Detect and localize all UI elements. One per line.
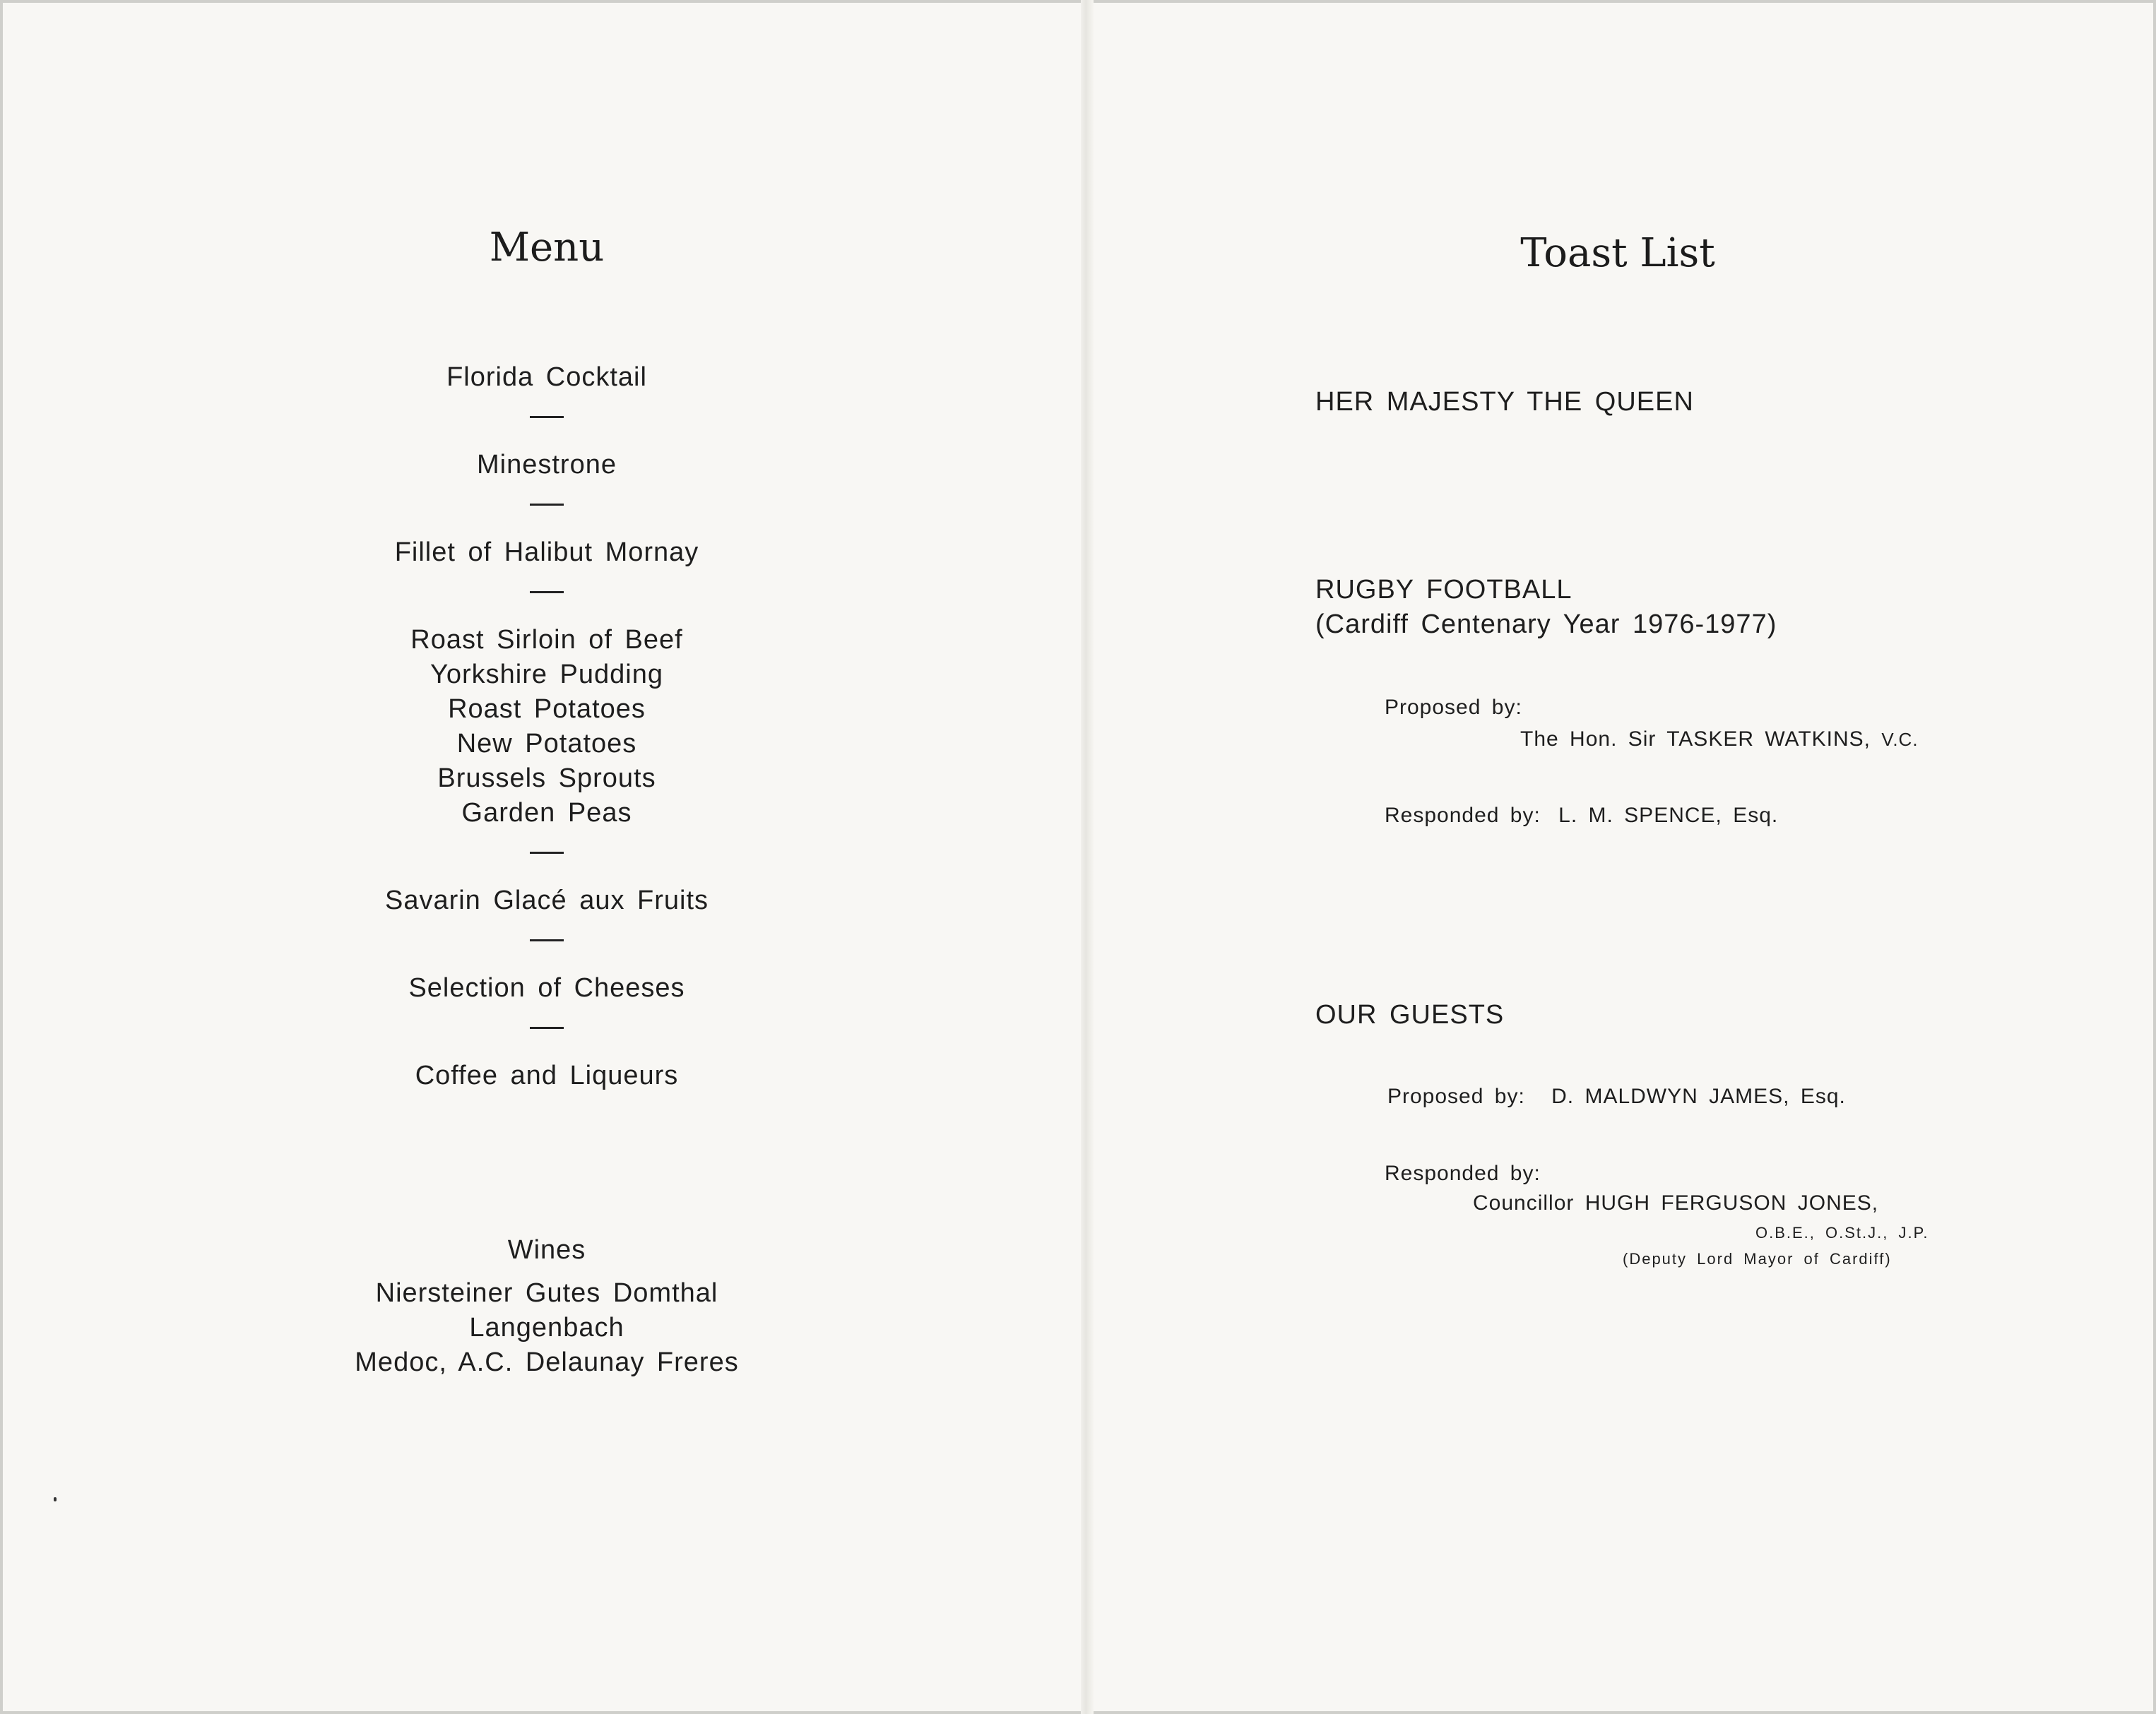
toast-rugby-heading: RUGBY FOOTBALL bbox=[1315, 575, 1572, 605]
course-item: Yorkshire Pudding bbox=[430, 660, 664, 689]
course-separator bbox=[530, 504, 564, 506]
guests-responded-label: Responded by: bbox=[1385, 1162, 1541, 1185]
wines-section bbox=[264, 1232, 829, 1380]
course-4 bbox=[264, 623, 829, 831]
toast-list-title: Toast List bbox=[1520, 230, 1715, 276]
wines-heading: Wines bbox=[507, 1235, 586, 1265]
paper-speck bbox=[54, 1497, 57, 1501]
course-separator bbox=[530, 852, 564, 854]
course-item: Florida Cocktail bbox=[446, 362, 647, 392]
course-7 bbox=[264, 1059, 829, 1093]
course-separator bbox=[530, 591, 564, 593]
rugby-proposer bbox=[1520, 727, 1919, 751]
wine-item: Medoc, A.C. Delaunay Freres bbox=[355, 1347, 739, 1377]
course-2 bbox=[264, 448, 829, 482]
course-separator bbox=[530, 1027, 564, 1029]
menu-title: Menu bbox=[489, 225, 605, 270]
course-3 bbox=[264, 535, 829, 570]
course-item: Selection of Cheeses bbox=[408, 973, 685, 1003]
toast-guests-heading: OUR GUESTS bbox=[1315, 1000, 1505, 1030]
course-6 bbox=[264, 971, 829, 1006]
rugby-responder: L. M. SPENCE, Esq. bbox=[1558, 804, 1779, 827]
course-item: Savarin Glacé aux Fruits bbox=[384, 886, 709, 915]
course-item: Fillet of Halibut Mornay bbox=[394, 537, 699, 567]
wine-item: Niersteiner Gutes Domthal bbox=[375, 1278, 718, 1308]
course-item: Roast Sirloin of Beef bbox=[410, 625, 683, 655]
guests-responder-honours: O.B.E., O.St.J., J.P. bbox=[1755, 1224, 1929, 1242]
course-separator bbox=[530, 939, 564, 941]
guests-proposed-label: Proposed by: bbox=[1387, 1085, 1525, 1108]
rugby-responded bbox=[1385, 804, 1778, 828]
course-5 bbox=[264, 883, 829, 918]
toast-list-panel bbox=[1088, 0, 2156, 1714]
rugby-proposed-label: Proposed by: bbox=[1385, 696, 1522, 719]
guests-proposer: D. MALDWYN JAMES, Esq. bbox=[1551, 1085, 1846, 1108]
course-item: New Potatoes bbox=[456, 729, 637, 758]
toast-rugby-subheading: (Cardiff Centenary Year 1976-1977) bbox=[1315, 609, 1777, 639]
wine-item: Langenbach bbox=[469, 1313, 624, 1343]
rugby-responded-label: Responded by: bbox=[1385, 804, 1541, 827]
course-item: Brussels Sprouts bbox=[437, 763, 656, 793]
proposer-prefix: The Hon. Sir bbox=[1520, 727, 1657, 751]
proposer-suffix: V.C. bbox=[1881, 729, 1919, 750]
guests-responder-role: (Deputy Lord Mayor of Cardiff) bbox=[1623, 1250, 1892, 1268]
guests-proposed bbox=[1387, 1085, 1846, 1109]
toast-queen-heading: HER MAJESTY THE QUEEN bbox=[1315, 387, 1694, 417]
course-1 bbox=[264, 360, 829, 395]
proposer-name: TASKER WATKINS, bbox=[1666, 727, 1871, 751]
guests-responder: Councillor HUGH FERGUSON JONES, bbox=[1473, 1191, 1879, 1215]
course-item: Garden Peas bbox=[461, 798, 632, 828]
course-separator bbox=[530, 416, 564, 418]
course-item: Roast Potatoes bbox=[448, 694, 646, 724]
course-item: Minestrone bbox=[477, 450, 617, 480]
menu-courses bbox=[264, 360, 829, 1093]
course-item: Coffee and Liqueurs bbox=[415, 1061, 679, 1090]
